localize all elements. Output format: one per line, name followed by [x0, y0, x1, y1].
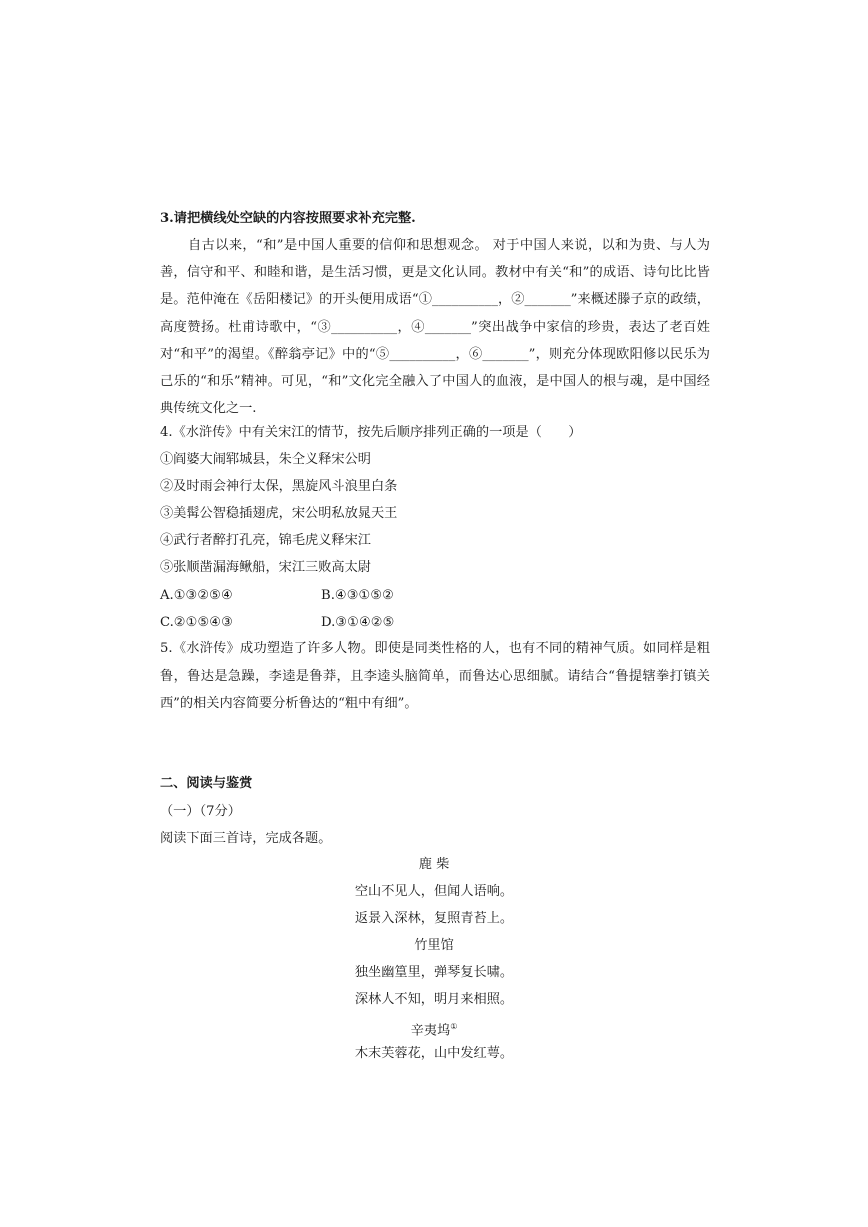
q4-choice-c: C.②①⑤④③ — [160, 615, 233, 630]
poem-1-line-2: 返景入深林，复照青苔上。 — [354, 911, 514, 926]
q4-item-3: ③美髯公智稳插翅虎，宋公明私放晁天王 — [160, 506, 398, 521]
poem-2-line-1: 独坐幽篁里，弹琴复长啸。 — [354, 965, 514, 980]
question-3-title: 3.请把横线处空缺的内容按照要求补充完整. — [160, 211, 416, 226]
q4-item-2: ②及时雨会神行太保，黑旋风斗浪里白条 — [160, 479, 398, 494]
question-5: 5.《水浒传》成功塑造了许多人物。即使是同类性格的人，也有不同的精神气质。如同样是粗鲁，鲁达是急躁，李逵是鲁莽，且李逵头脑简单，而鲁达心思细腻。请结合“鲁提辖拳打镇关西”的相关内容简要分析鲁达的“粗中有细”。 — [160, 641, 710, 711]
section-2-instruction: 阅读下面三首诗，完成各题。 — [160, 831, 332, 846]
poem-1-line-1: 空山不见人，但闻人语响。 — [354, 884, 514, 899]
poem-3-title-row — [300, 1017, 568, 1041]
question-3-paragraph: 自古以来，“和”是中国人重要的信仰和思想观念。 对于中国人来说，以和为贵、与人为善，信守和平、和睦和谐，是生活习惯，更是文化认同。教材中有关“和”的成语、诗句比比皆是。范仲淹在《岳阳楼记》的开头便用成语“①__________，②_______”来概述滕子京的政绩，高度赞扬。杜甫诗歌中，“③__________，④_______”突出战争中家信的珍贵，表达了老百姓对“和平”的渴望。《醉翁亭记》中的“⑤__________，⑥_______”，则充分体现欧阳修以民乐为己乐的“和乐”精神。可见，“和”文化完全融入了中国人的血液，是中国人的根与魂，是中国经典传统文化之一. — [160, 238, 710, 417]
section-2-title: 二、阅读与鉴赏 — [160, 776, 253, 791]
q4-choice-a: A.①③②⑤④ — [160, 588, 233, 603]
q4-choice-b: B.④③①⑤② — [321, 588, 394, 603]
poem-3-line-1: 木末芙蓉花，山中发红萼。 — [354, 1046, 514, 1061]
poem-3-title: 辛夷坞 — [410, 1023, 451, 1039]
q4-item-4: ④武行者醉打孔亮，锦毛虎义释宋江 — [160, 533, 371, 548]
q4-item-1: ①阎婆大闹郓城县，朱仝义释宋公明 — [160, 452, 371, 467]
poem-2-title: 竹里馆 — [414, 938, 454, 953]
poem-2-line-2: 深林人不知，明月来相照。 — [354, 992, 514, 1007]
section-2-subtitle: （一）（7分） — [160, 804, 241, 819]
question-4-title: 4.《水浒传》中有关宋江的情节，按先后顺序排列正确的一项是（ ） — [160, 425, 582, 440]
poem-1-title: 鹿 柴 — [418, 857, 450, 872]
q4-item-5: ⑤张顺凿漏海鳅船，宋江三败高太尉 — [160, 560, 371, 575]
q4-choice-d: D.③①④②⑤ — [321, 615, 395, 630]
poem-3-footnote-mark: ① — [450, 1022, 458, 1031]
